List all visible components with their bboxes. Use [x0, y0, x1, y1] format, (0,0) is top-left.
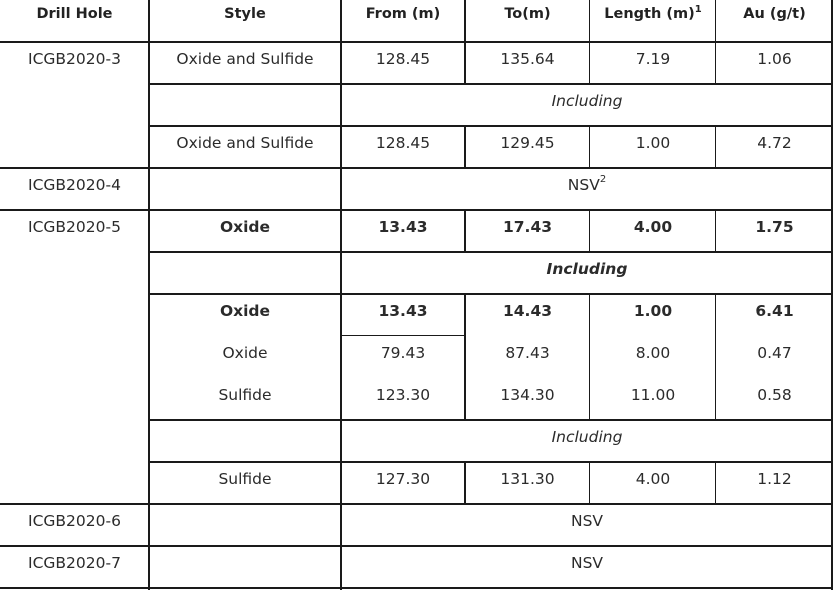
- drill-hole-id: ICGB2020-7: [28, 554, 121, 572]
- header-drill-hole: Drill Hole: [36, 6, 113, 22]
- drill-hole-id: ICGB2020-3: [28, 50, 121, 68]
- table-rule: [149, 293, 833, 295]
- table-rule: [464, 293, 466, 421]
- nsv-label: NSV $^2$: [567, 174, 607, 194]
- table-rule: [0, 41, 833, 43]
- table-rule: [464, 461, 466, 505]
- header-to: To(m): [504, 6, 551, 22]
- from-cell: 123.30: [375, 386, 431, 404]
- header-length: Length (m) $^1$: [604, 4, 702, 22]
- au-cell: 4.72: [757, 134, 792, 152]
- including-label: Including: [551, 428, 623, 446]
- drill-hole-id: ICGB2020-5: [28, 218, 121, 236]
- length-footnote-marker: 1: [694, 4, 702, 15]
- table-rule: [589, 125, 590, 169]
- table-rule: [589, 209, 590, 253]
- header-au: Au (g/t): [743, 6, 806, 22]
- from-cell: 13.43: [378, 302, 428, 320]
- table-rule: [0, 503, 833, 505]
- style-cell: Oxide and Sulfide: [176, 50, 314, 68]
- au-cell: 1.75: [755, 218, 794, 236]
- table-rule: [589, 293, 590, 421]
- nsv-footnote-marker: 2: [599, 174, 607, 185]
- length-cell: 8.00: [635, 344, 671, 362]
- table-rule: [149, 251, 833, 253]
- table-rule: [715, 125, 716, 169]
- including-label: Including: [546, 260, 628, 278]
- from-cell: 79.43: [380, 344, 426, 362]
- table-rule: [149, 419, 833, 421]
- table-rule: [589, 461, 590, 505]
- nsv-label: NSV: [570, 512, 604, 530]
- header-style: Style: [224, 6, 266, 22]
- to-cell: 17.43: [502, 218, 553, 236]
- length-cell: 4.00: [633, 218, 673, 236]
- style-cell: Sulfide: [218, 386, 272, 404]
- to-cell: 129.45: [500, 134, 555, 152]
- table-rule: [464, 125, 466, 169]
- nsv-label: NSV: [570, 554, 604, 572]
- table-rule: [0, 209, 833, 211]
- to-cell: 135.64: [500, 50, 555, 68]
- table-rule: [589, 0, 590, 85]
- au-cell: 1.12: [757, 470, 792, 488]
- from-cell: 128.45: [375, 50, 431, 68]
- table-rule: [149, 461, 833, 463]
- to-cell: 131.30: [500, 470, 555, 488]
- au-cell: 0.47: [757, 344, 792, 362]
- table-rule: [715, 293, 716, 421]
- table-rule: [464, 0, 466, 85]
- to-cell: 134.30: [500, 386, 555, 404]
- table-rule: [0, 545, 833, 547]
- style-cell: Oxide: [219, 218, 271, 236]
- au-cell: 0.58: [757, 386, 792, 404]
- table-rule: [340, 0, 342, 590]
- style-cell: Oxide: [222, 344, 268, 362]
- table-rule: [0, 587, 833, 589]
- table-rule: [148, 0, 150, 590]
- length-cell: 1.00: [635, 134, 671, 152]
- length-cell: 4.00: [635, 470, 671, 488]
- au-cell: 6.41: [755, 302, 794, 320]
- from-cell: 13.43: [378, 218, 428, 236]
- to-cell: 14.43: [502, 302, 553, 320]
- table-rule: [0, 167, 833, 169]
- drill-hole-id: ICGB2020-6: [28, 512, 121, 530]
- including-label: Including: [551, 92, 623, 110]
- length-cell: 1.00: [633, 302, 673, 320]
- table-rule: [715, 0, 716, 85]
- table-rule: [149, 125, 833, 127]
- length-cell: 11.00: [630, 386, 676, 404]
- table-rule: [341, 335, 465, 336]
- length-cell: 7.19: [635, 50, 671, 68]
- from-cell: 127.30: [375, 470, 431, 488]
- table-rule: [464, 209, 466, 253]
- table-rule: [715, 209, 716, 253]
- style-cell: Sulfide: [218, 470, 272, 488]
- table-rule: [715, 461, 716, 505]
- style-cell: Oxide: [219, 302, 271, 320]
- drill-hole-id: ICGB2020-4: [28, 176, 121, 194]
- au-cell: 1.06: [757, 50, 792, 68]
- from-cell: 128.45: [375, 134, 431, 152]
- table-rule: [149, 83, 833, 85]
- to-cell: 87.43: [505, 344, 550, 362]
- header-from: From (m): [365, 6, 441, 22]
- style-cell: Oxide and Sulfide: [176, 134, 314, 152]
